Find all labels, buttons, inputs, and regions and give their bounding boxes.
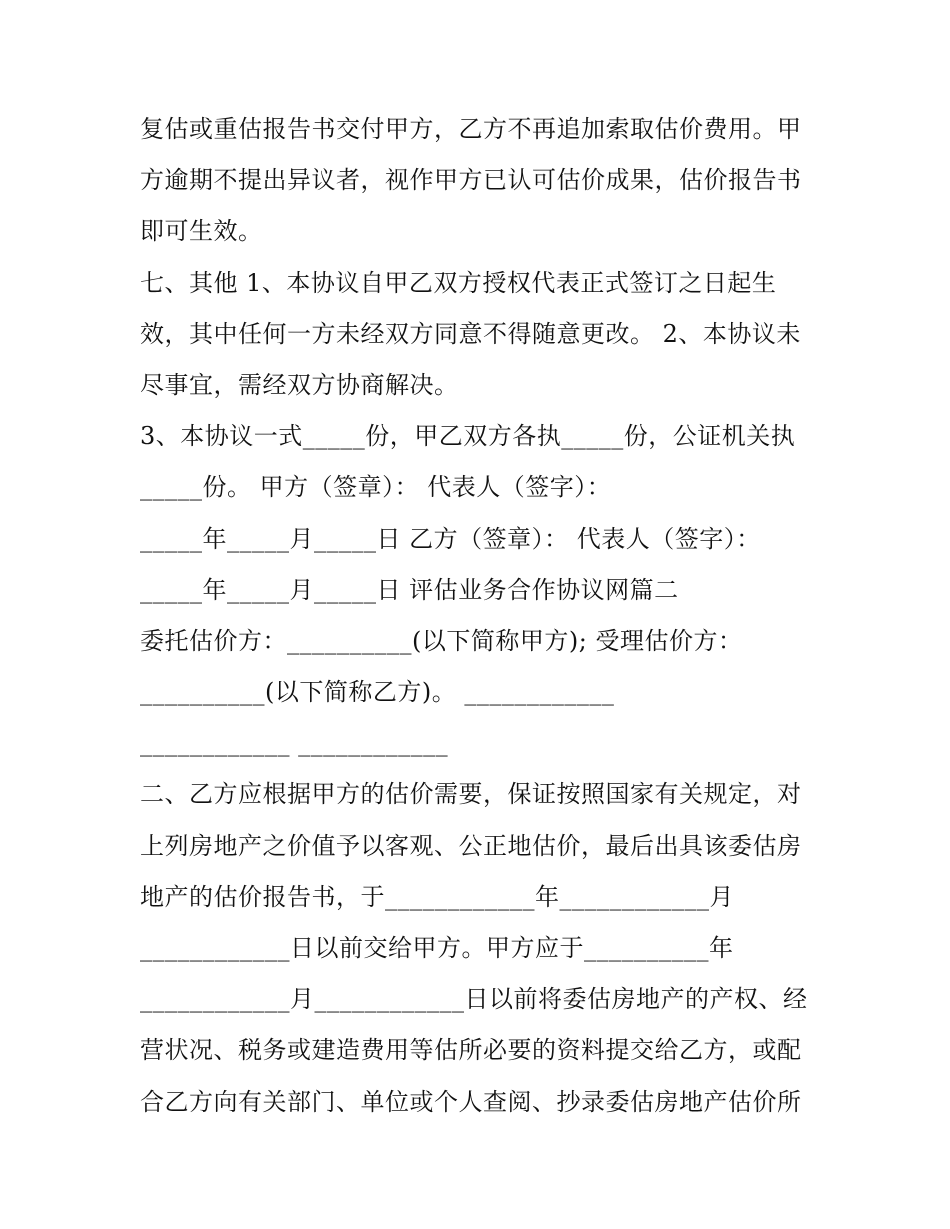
text-line: 上列房地产之价值予以客观、公正地估价，最后出具该委估房 [140, 831, 802, 860]
text-line: 复估或重估报告书交付甲方，乙方不再追加索取估价费用。甲 [140, 115, 802, 143]
text-line: __________(以下简称乙方)。 ____________ [140, 678, 615, 707]
text-line: 3、本协议一式_____份，甲乙双方各执_____份，公证机关执 [140, 422, 796, 451]
text-line: _____份。 甲方（签章）： 代表人（签字）： [140, 473, 612, 502]
text-line: 效，其中任何一方未经双方同意不得随意更改。 2、本协议未 [140, 319, 801, 348]
text-line: 七、其他 1、本协议自甲乙双方授权代表正式签订之日起生 [140, 268, 777, 297]
text-line: ____________ ____________ [140, 729, 449, 758]
text-line: 二、乙方应根据甲方的估价需要，保证按照国家有关规定，对 [140, 780, 802, 809]
text-line: ____________月____________日以前将委估房地产的产权、经 [140, 985, 808, 1014]
text-line: 地产的估价报告书，于____________年____________月 [140, 882, 734, 911]
text-line: ____________日以前交给甲方。甲方应于__________年 [140, 934, 734, 962]
text-line: 委托估价方：__________(以下简称甲方); 受理估价方： [140, 626, 743, 655]
text-line: 合乙方向有关部门、单位或个人查阅、抄录委估房地产估价所 [140, 1087, 802, 1116]
text-line: 营状况、税务或建造费用等估所必要的资料提交给乙方，或配 [140, 1036, 802, 1065]
text-line: _____年_____月_____日 乙方（签章）： 代表人（签字）： [140, 524, 761, 553]
text-line: 方逾期不提出异议者，视作甲方已认可估价成果，估价报告书 [140, 166, 802, 195]
text-line: 尽事宜，需经双方协商解决。 [140, 370, 459, 399]
document-page [140, 104, 820, 1128]
text-line: _____年_____月_____日 评估业务合作协议网篇二 [140, 575, 679, 604]
text-line: 即可生效。 [140, 217, 263, 246]
